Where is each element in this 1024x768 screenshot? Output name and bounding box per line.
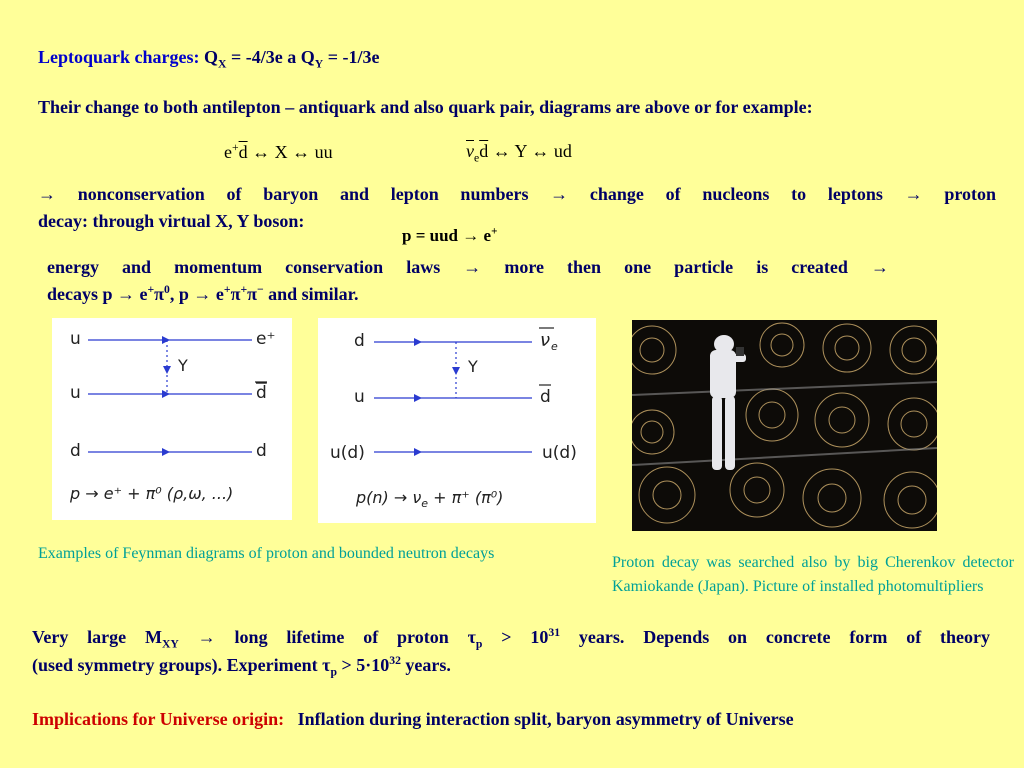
qx-symbol: $Q_X = -4/3e$ a $Q_Y = -1/3e$	[204, 47, 380, 71]
feynman-caption: Examples of Feynman diagrams of proton and bounded neutron decays	[38, 545, 495, 562]
charges-label: Leptoquark charges:	[38, 47, 200, 67]
proton-decay-equation: p = uud → e+	[402, 225, 498, 245]
d1-right-2: d	[256, 383, 267, 403]
d1-reaction: p → e⁺ + π⁰ (ρ,ω, ...)	[70, 484, 234, 503]
d2-reaction: $p(n) \to \nu_e + \pi^+$ (π⁰)	[356, 488, 504, 510]
d1-left-3: d	[70, 441, 81, 461]
d1-boson: Y	[178, 356, 188, 375]
d1-left-2: u	[70, 383, 81, 403]
nonconservation-line2: decay: through virtual X, Y boson:	[38, 211, 305, 231]
reaction-y: $\overline{\nu}_e\overline{d}$ ↔ Y ↔ ud	[466, 141, 572, 165]
reaction-x: $e^+\overline{d}$ ↔ X ↔ uu	[224, 141, 333, 162]
d2-boson: Y	[468, 357, 478, 376]
decays-line: decays $p \to e^+\pi^0$, p → e+π+π− and similar.	[47, 283, 359, 304]
d1-right-3: d	[256, 441, 267, 461]
implications-label: Implications for Universe origin:	[32, 709, 285, 729]
implications-line	[32, 709, 794, 730]
d1-right-1: e⁺	[256, 329, 276, 349]
nonconservation-line1: → nonconservation of baryon and lepton numbers → change of nucleons to leptons → proton	[38, 184, 996, 204]
d2-right-2: d	[540, 387, 551, 407]
implications-text: Inflation during interaction split, baryon asymmetry of Universe	[297, 709, 794, 729]
kamiokande-photo	[632, 320, 937, 531]
d2-left-2: u	[354, 387, 365, 407]
d2-right-3: u(d)	[542, 443, 577, 463]
d2-right-1-sub: e	[551, 340, 558, 353]
feynman-diagram-proton	[52, 318, 292, 520]
d2-left-3: u(d)	[330, 443, 365, 463]
leptoquark-charges-line	[38, 47, 380, 71]
change-description: Their change to both antilepton – antiquark and also quark pair, diagrams are above or for example:	[38, 97, 813, 117]
kamiokande-caption: Proton decay was searched also by big Cherenkov detector Kamiokande (Japan). Picture of installed photomultipliers	[612, 554, 1014, 595]
lifetime-line1: Very large $M_{XY}$ → long lifetime of proton $\tau_p > 10^{31}$ years. Depends on concrete form of theory	[32, 626, 991, 651]
d1-left-1: u	[70, 329, 81, 349]
lifetime-line2: (used symmetry groups). Experiment $\tau_p > 5\cdot 10^{32}$ years.	[32, 654, 451, 679]
energy-conservation-line1: energy and momentum conservation laws → more then one particle is created →	[47, 257, 889, 277]
feynman-diagram-neutron	[318, 318, 596, 523]
d2-right-1: ν	[540, 330, 551, 351]
d2-left-1: d	[354, 331, 365, 351]
